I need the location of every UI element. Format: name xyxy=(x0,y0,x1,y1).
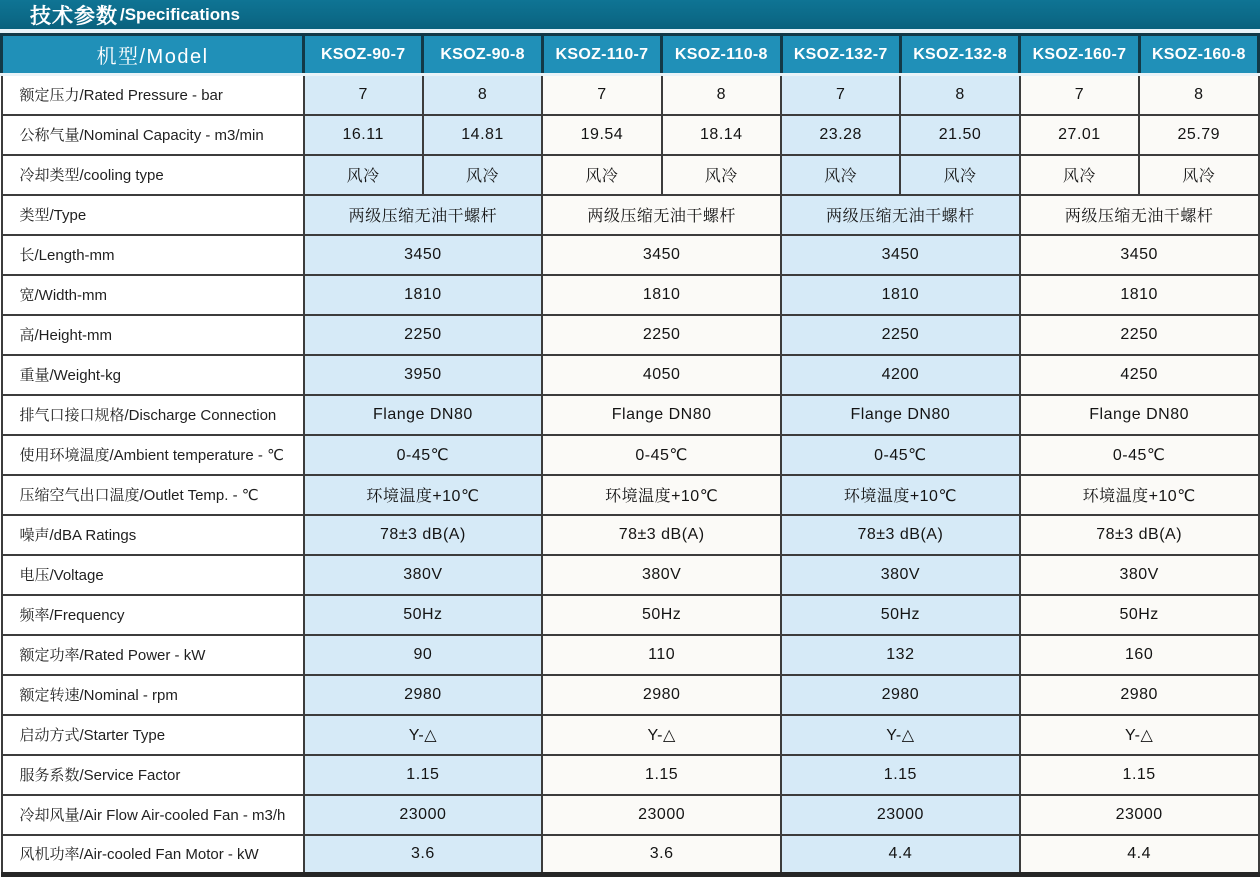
spec-row xyxy=(2,595,1259,635)
row-label: 冷却风量/Air Flow Air-cooled Fan - m3/h xyxy=(2,795,304,835)
value-cell: 0-45℃ xyxy=(781,435,1020,475)
value-cell: 4050 xyxy=(542,355,781,395)
value-cell: 110 xyxy=(542,635,781,675)
value-cell: 0-45℃ xyxy=(304,435,543,475)
value-cell: Y-△ xyxy=(781,715,1020,755)
value-cell: 风冷 xyxy=(662,155,781,195)
value-cell: 4200 xyxy=(781,355,1020,395)
value-cell: 风冷 xyxy=(781,155,900,195)
row-label: 冷却类型/cooling type xyxy=(2,155,304,195)
value-cell: 78±3 dB(A) xyxy=(1020,515,1259,555)
value-cell: 两级压缩无油干螺杆 xyxy=(781,195,1020,235)
row-label: 宽/Width-mm xyxy=(2,275,304,315)
value-cell: 7 xyxy=(542,75,661,115)
row-label: 公称气量/Nominal Capacity - m3/min xyxy=(2,115,304,155)
value-cell: 环境温度+10℃ xyxy=(304,475,543,515)
value-cell: 27.01 xyxy=(1020,115,1139,155)
value-cell: 8 xyxy=(1139,75,1258,115)
spec-row xyxy=(2,275,1259,315)
value-cell: 1810 xyxy=(304,275,543,315)
spec-row xyxy=(2,235,1259,275)
value-cell: Flange DN80 xyxy=(304,395,543,435)
value-cell: 风冷 xyxy=(542,155,661,195)
value-cell: 1.15 xyxy=(542,755,781,795)
value-cell: 4250 xyxy=(1020,355,1259,395)
value-cell: 两级压缩无油干螺杆 xyxy=(304,195,543,235)
row-label: 长/Length-mm xyxy=(2,235,304,275)
value-cell: 90 xyxy=(304,635,543,675)
value-cell: 3450 xyxy=(781,235,1020,275)
spec-table-head xyxy=(2,35,1259,75)
value-cell: Y-△ xyxy=(1020,715,1259,755)
value-cell: 1.15 xyxy=(1020,755,1259,795)
spec-row xyxy=(2,635,1259,675)
value-cell: 18.14 xyxy=(662,115,781,155)
model-header-ksoz-132-8: KSOZ-132-8 xyxy=(900,35,1019,75)
spec-row xyxy=(2,195,1259,235)
row-label: 使用环境温度/Ambient temperature - ℃ xyxy=(2,435,304,475)
value-cell: 21.50 xyxy=(900,115,1019,155)
value-cell: 2250 xyxy=(542,315,781,355)
value-cell: 风冷 xyxy=(1139,155,1258,195)
value-cell: 1.15 xyxy=(304,755,543,795)
value-cell: 7 xyxy=(304,75,423,115)
value-cell: 8 xyxy=(423,75,542,115)
spec-row xyxy=(2,75,1259,115)
value-cell: 380V xyxy=(542,555,781,595)
row-label: 额定转速/Nominal - rpm xyxy=(2,675,304,715)
spec-row xyxy=(2,115,1259,155)
value-cell: 16.11 xyxy=(304,115,423,155)
row-label: 电压/Voltage xyxy=(2,555,304,595)
row-label: 频率/Frequency xyxy=(2,595,304,635)
model-header-ksoz-110-8: KSOZ-110-8 xyxy=(662,35,781,75)
value-cell: 78±3 dB(A) xyxy=(781,515,1020,555)
spec-row xyxy=(2,155,1259,195)
row-label: 高/Height-mm xyxy=(2,315,304,355)
spec-row xyxy=(2,835,1259,875)
value-cell: 0-45℃ xyxy=(542,435,781,475)
spec-row xyxy=(2,795,1259,835)
row-label: 额定压力/Rated Pressure - bar xyxy=(2,75,304,115)
model-header-ksoz-160-8: KSOZ-160-8 xyxy=(1139,35,1258,75)
value-cell: 3450 xyxy=(304,235,543,275)
spec-row xyxy=(2,715,1259,755)
row-label: 重量/Weight-kg xyxy=(2,355,304,395)
value-cell: 25.79 xyxy=(1139,115,1258,155)
value-cell: 7 xyxy=(1020,75,1139,115)
value-cell: Flange DN80 xyxy=(781,395,1020,435)
row-label: 类型/Type xyxy=(2,195,304,235)
value-cell: 风冷 xyxy=(423,155,542,195)
value-cell: 78±3 dB(A) xyxy=(542,515,781,555)
value-cell: 两级压缩无油干螺杆 xyxy=(542,195,781,235)
value-cell: Y-△ xyxy=(542,715,781,755)
value-cell: 50Hz xyxy=(781,595,1020,635)
value-cell: 2980 xyxy=(781,675,1020,715)
row-label: 排气口接口规格/Discharge Connection xyxy=(2,395,304,435)
row-label: 噪声/dBA Ratings xyxy=(2,515,304,555)
value-cell: 1810 xyxy=(781,275,1020,315)
value-cell: 环境温度+10℃ xyxy=(781,475,1020,515)
spec-row xyxy=(2,475,1259,515)
value-cell: 8 xyxy=(662,75,781,115)
spec-row xyxy=(2,675,1259,715)
value-cell: 风冷 xyxy=(900,155,1019,195)
row-label: 额定功率/Rated Power - kW xyxy=(2,635,304,675)
value-cell: 4.4 xyxy=(781,835,1020,875)
spec-row xyxy=(2,395,1259,435)
value-cell: 380V xyxy=(781,555,1020,595)
spec-row xyxy=(2,515,1259,555)
value-cell: 380V xyxy=(1020,555,1259,595)
spec-row xyxy=(2,355,1259,395)
model-header-ksoz-132-7: KSOZ-132-7 xyxy=(781,35,900,75)
value-cell: 4.4 xyxy=(1020,835,1259,875)
value-cell: 2980 xyxy=(1020,675,1259,715)
value-cell: 23.28 xyxy=(781,115,900,155)
value-cell: 3950 xyxy=(304,355,543,395)
page-title: 技术参数 xyxy=(30,4,118,28)
value-cell: 50Hz xyxy=(1020,595,1259,635)
value-cell: 23000 xyxy=(542,795,781,835)
model-header-ksoz-90-8: KSOZ-90-8 xyxy=(423,35,542,75)
value-cell: 50Hz xyxy=(542,595,781,635)
value-cell: 14.81 xyxy=(423,115,542,155)
value-cell: 环境温度+10℃ xyxy=(1020,475,1259,515)
row-label: 服务系数/Service Factor xyxy=(2,755,304,795)
spec-row xyxy=(2,435,1259,475)
value-cell: Y-△ xyxy=(304,715,543,755)
value-cell: 1.15 xyxy=(781,755,1020,795)
value-cell: 2980 xyxy=(542,675,781,715)
value-cell: 1810 xyxy=(1020,275,1259,315)
row-label: 风机功率/Air-cooled Fan Motor - kW xyxy=(2,835,304,875)
value-cell: 3.6 xyxy=(542,835,781,875)
value-cell: 160 xyxy=(1020,635,1259,675)
spec-row xyxy=(2,315,1259,355)
value-cell: 1810 xyxy=(542,275,781,315)
value-cell: 2250 xyxy=(781,315,1020,355)
title-bar xyxy=(0,0,1260,33)
value-cell: 2250 xyxy=(1020,315,1259,355)
value-cell: 两级压缩无油干螺杆 xyxy=(1020,195,1259,235)
value-cell: 50Hz xyxy=(304,595,543,635)
value-cell: 8 xyxy=(900,75,1019,115)
value-cell: Flange DN80 xyxy=(1020,395,1259,435)
spec-table-body xyxy=(2,75,1259,875)
value-cell: 380V xyxy=(304,555,543,595)
row-label: 压缩空气出口温度/Outlet Temp. - ℃ xyxy=(2,475,304,515)
value-cell: 78±3 dB(A) xyxy=(304,515,543,555)
value-cell: 132 xyxy=(781,635,1020,675)
model-header-ksoz-90-7: KSOZ-90-7 xyxy=(304,35,423,75)
value-cell: 0-45℃ xyxy=(1020,435,1259,475)
spec-row xyxy=(2,755,1259,795)
value-cell: 3.6 xyxy=(304,835,543,875)
model-header-cell: 机型/Model xyxy=(2,35,304,75)
spec-row xyxy=(2,555,1259,595)
value-cell: 3450 xyxy=(1020,235,1259,275)
value-cell: 风冷 xyxy=(1020,155,1139,195)
value-cell: 风冷 xyxy=(304,155,423,195)
model-header-ksoz-160-7: KSOZ-160-7 xyxy=(1020,35,1139,75)
value-cell: 23000 xyxy=(1020,795,1259,835)
value-cell: 19.54 xyxy=(542,115,661,155)
page-title-suffix: /Specifications xyxy=(120,4,240,24)
spec-table xyxy=(0,33,1260,877)
value-cell: 2250 xyxy=(304,315,543,355)
model-header-row xyxy=(2,35,1259,75)
value-cell: 23000 xyxy=(304,795,543,835)
value-cell: 环境温度+10℃ xyxy=(542,475,781,515)
value-cell: 7 xyxy=(781,75,900,115)
value-cell: Flange DN80 xyxy=(542,395,781,435)
value-cell: 2980 xyxy=(304,675,543,715)
value-cell: 3450 xyxy=(542,235,781,275)
model-header-ksoz-110-7: KSOZ-110-7 xyxy=(542,35,661,75)
value-cell: 23000 xyxy=(781,795,1020,835)
row-label: 启动方式/Starter Type xyxy=(2,715,304,755)
